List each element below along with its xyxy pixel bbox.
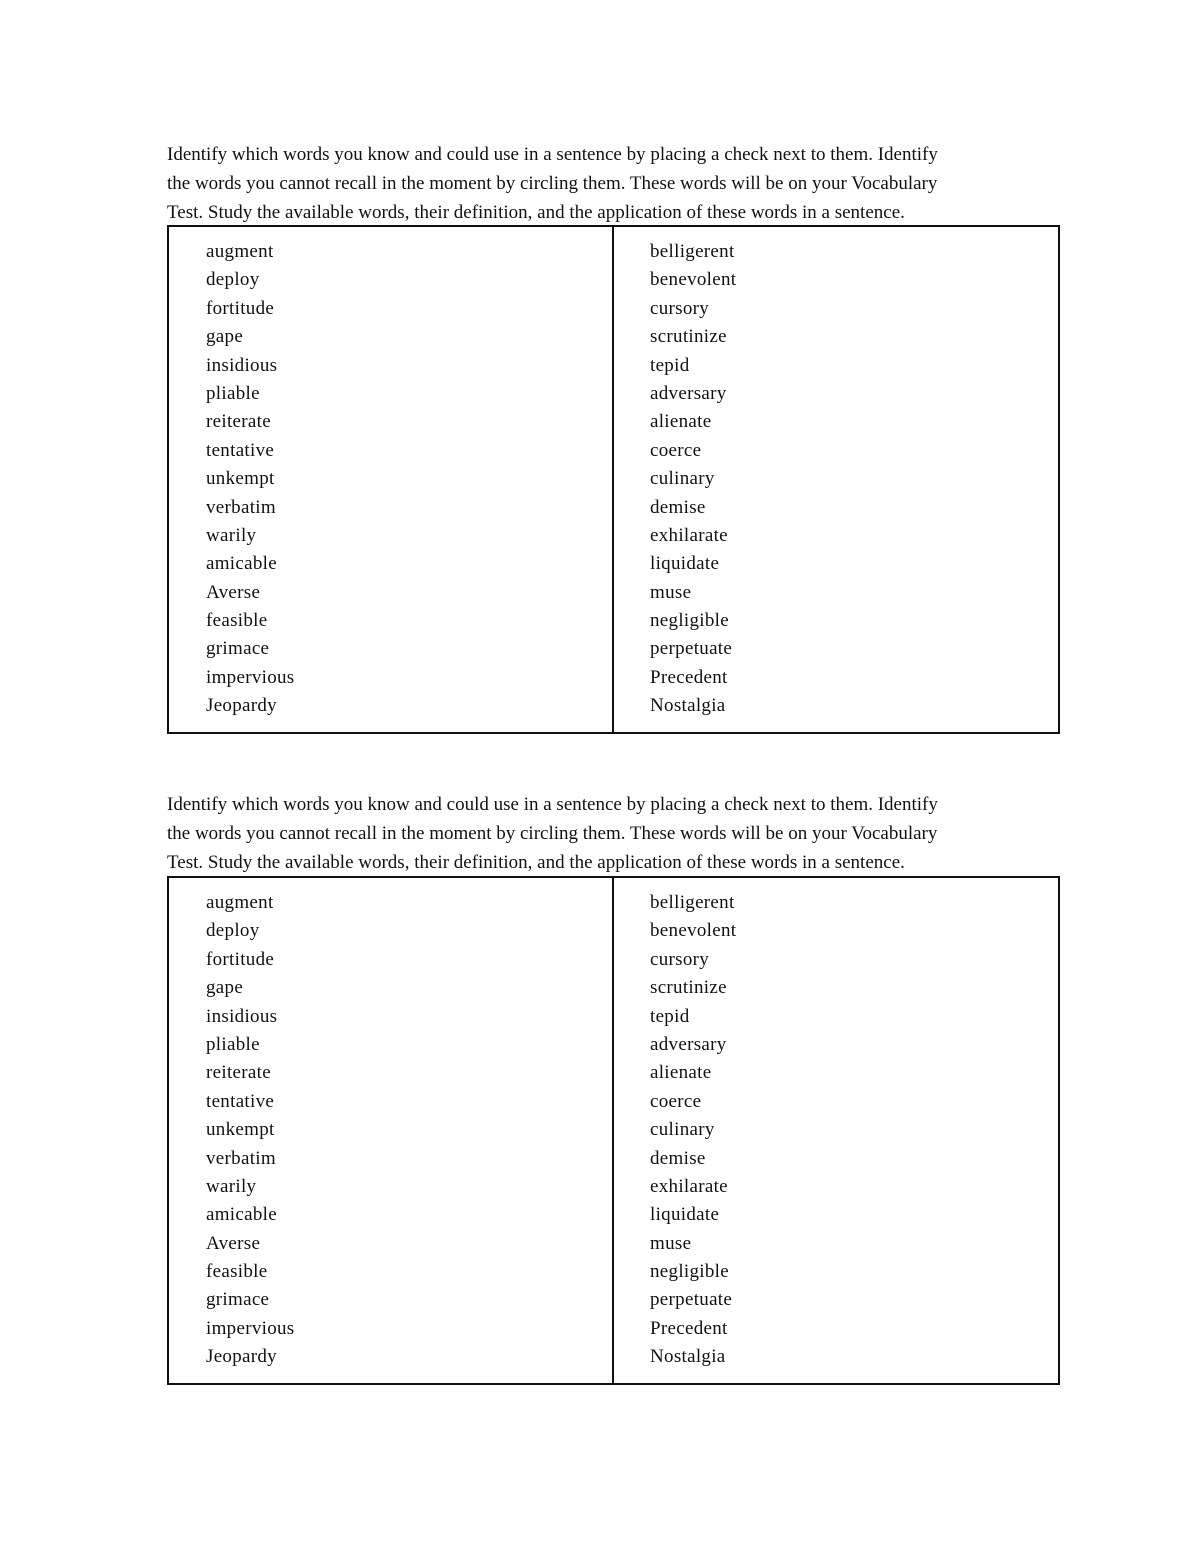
vocab-word: exhilarate (650, 524, 728, 546)
vocab-word: coerce (650, 1090, 702, 1112)
vocab-word: pliable (206, 1033, 260, 1055)
vocabulary-column-right (614, 227, 1058, 732)
vocab-word: cursory (650, 948, 710, 970)
instructions-paragraph-1 (167, 140, 1067, 227)
vocab-word: muse (650, 1232, 692, 1254)
vocab-word: amicable (206, 1204, 277, 1226)
vocab-word: verbatim (206, 496, 276, 518)
vocab-word: augment (206, 241, 274, 262)
vocab-word: alienate (650, 1062, 712, 1084)
vocab-word: coerce (650, 439, 702, 461)
vocab-word: adversary (650, 382, 727, 404)
vocab-word: grimace (206, 638, 270, 660)
vocab-word: benevolent (650, 269, 737, 291)
instructions-line: Identify which words you know and could use in a sentence by placing a check next to them. Identify (167, 794, 938, 815)
instructions-line: Test. Study the available words, their definition, and the application of these words in a sentence. (167, 202, 905, 223)
vocab-word: Jeopardy (206, 1346, 277, 1368)
vocab-word: tentative (206, 439, 275, 461)
vocab-word: adversary (650, 1033, 727, 1055)
vocab-word: pliable (206, 382, 260, 404)
vocab-word: deploy (206, 920, 260, 942)
vocab-word: reiterate (206, 411, 271, 433)
vocab-word: deploy (206, 269, 260, 291)
vocab-word: warily (206, 524, 257, 546)
vocab-word: reiterate (206, 1062, 271, 1084)
vocab-word: fortitude (206, 948, 275, 970)
vocab-word: perpetuate (650, 638, 733, 660)
vocab-word: scrutinize (650, 977, 727, 999)
vocab-word: augment (206, 892, 274, 913)
vocab-word: liquidate (650, 1204, 720, 1226)
vocab-word: cursory (650, 297, 710, 319)
vocab-word: Precedent (650, 666, 728, 688)
instructions-line: Test. Study the available words, their definition, and the application of these words in a sentence. (167, 852, 905, 873)
vocab-word: tepid (650, 1005, 690, 1027)
vocabulary-column-right (614, 878, 1058, 1383)
vocabulary-column-left (169, 878, 614, 1383)
vocab-word: negligible (650, 1261, 729, 1283)
vocab-word: belligerent (650, 892, 735, 913)
vocab-word: culinary (650, 468, 715, 490)
vocab-word: culinary (650, 1119, 715, 1141)
vocab-word: alienate (650, 411, 712, 433)
instructions-line: the words you cannot recall in the moment by circling them. These words will be on your Vocabulary (167, 823, 938, 844)
vocab-word: demise (650, 1147, 706, 1169)
vocab-word: impervious (206, 666, 295, 688)
vocab-word: benevolent (650, 920, 737, 942)
vocabulary-column-left (169, 227, 614, 732)
vocab-word: Averse (206, 581, 261, 603)
vocab-word: gape (206, 326, 244, 348)
instructions-line: Identify which words you know and could use in a sentence by placing a check next to them. Identify (167, 144, 938, 165)
vocab-word: muse (650, 581, 692, 603)
vocab-word: belligerent (650, 241, 735, 262)
instructions-line: the words you cannot recall in the moment by circling them. These words will be on your Vocabulary (167, 173, 938, 194)
vocab-word: amicable (206, 553, 277, 575)
vocab-word: fortitude (206, 297, 275, 319)
vocab-word: exhilarate (650, 1175, 728, 1197)
vocab-word: negligible (650, 610, 729, 632)
vocab-word: tepid (650, 354, 690, 376)
vocab-word: insidious (206, 1005, 278, 1027)
vocab-word: perpetuate (650, 1289, 733, 1311)
vocab-word: impervious (206, 1317, 295, 1339)
vocab-word: unkempt (206, 468, 275, 490)
vocab-word: Averse (206, 1232, 261, 1254)
vocab-word: grimace (206, 1289, 270, 1311)
vocab-word: verbatim (206, 1147, 276, 1169)
instructions-paragraph-2 (167, 790, 1067, 877)
vocab-word: Jeopardy (206, 695, 277, 717)
vocab-word: feasible (206, 1261, 268, 1283)
vocab-word: scrutinize (650, 326, 727, 348)
vocab-word: Precedent (650, 1317, 728, 1339)
vocab-word: demise (650, 496, 706, 518)
vocab-word: unkempt (206, 1119, 275, 1141)
vocab-word: tentative (206, 1090, 275, 1112)
vocab-word: gape (206, 977, 244, 999)
vocab-word: warily (206, 1175, 257, 1197)
vocab-word: feasible (206, 610, 268, 632)
vocab-word: liquidate (650, 553, 720, 575)
vocab-word: insidious (206, 354, 278, 376)
vocabulary-table-2 (167, 876, 1060, 1385)
vocab-word: Nostalgia (650, 695, 726, 717)
vocabulary-table-1 (167, 225, 1060, 734)
vocab-word: Nostalgia (650, 1346, 726, 1368)
